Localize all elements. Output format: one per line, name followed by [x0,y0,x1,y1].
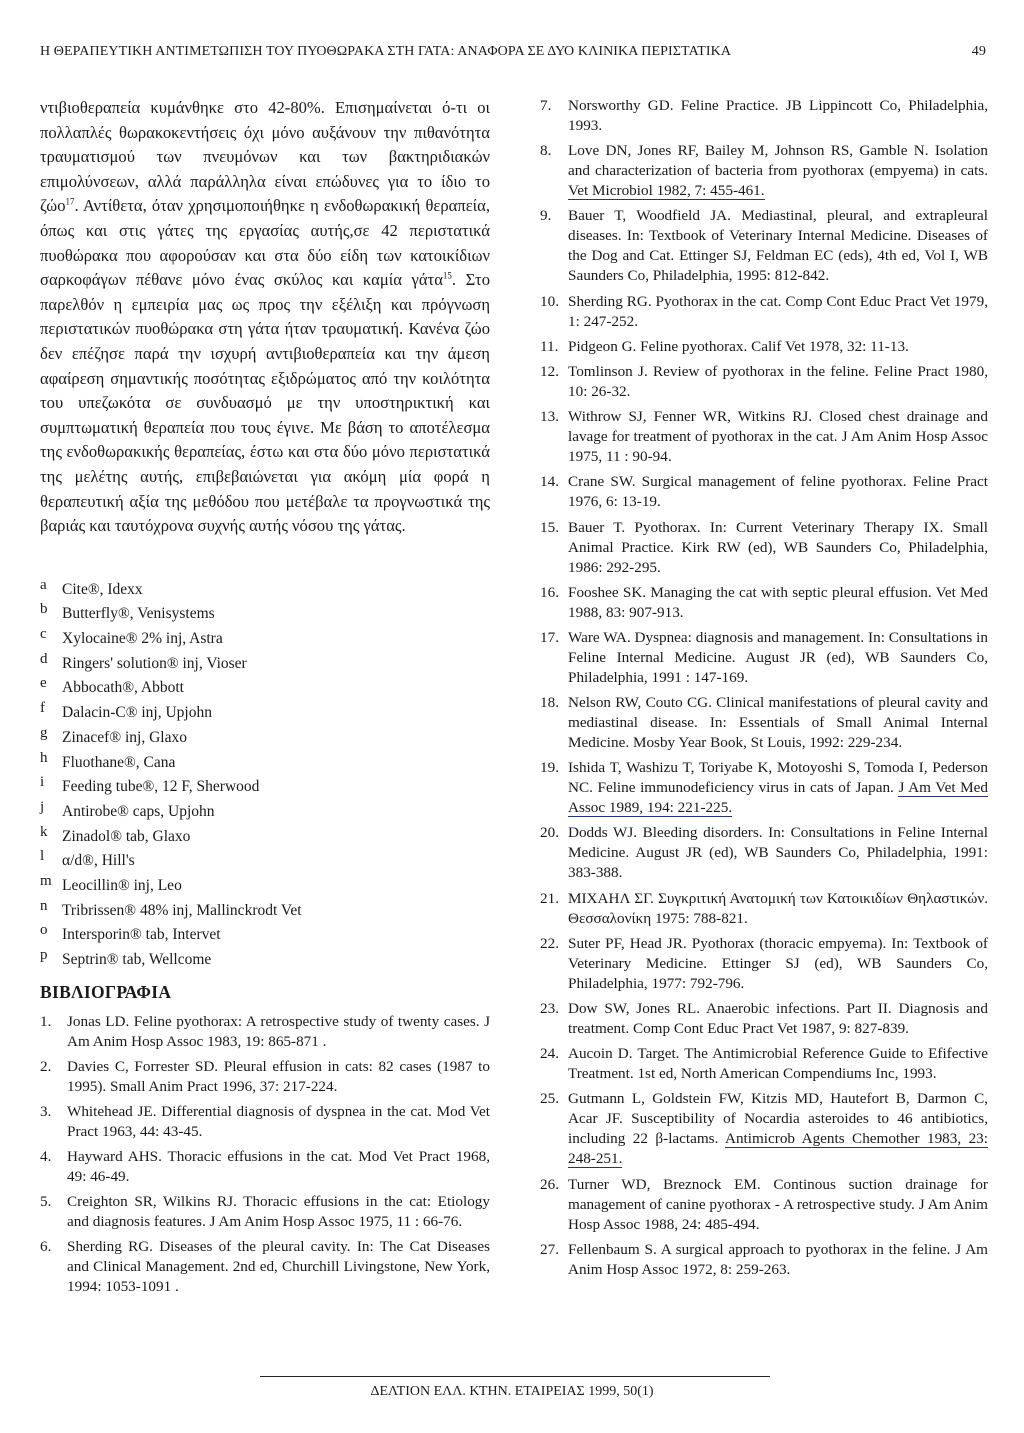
reference-text: Pidgeon G. Feline pyothorax. Calif Vet 1978, 32: 11-13. [568,337,909,355]
footnote-letter: d [40,650,48,667]
running-header [40,44,986,60]
footnote-item [40,696,490,721]
footnote-text: Abbocath®, Abbott [62,679,184,697]
reference-item [540,583,988,623]
reference-number: 25. [540,1090,559,1108]
reference-number: 22. [540,934,559,952]
footnote-letter: j [40,798,45,815]
reference-item [40,1102,490,1142]
reference-item [540,889,988,929]
reference-item [40,1237,490,1297]
footnote-letter: o [40,922,48,939]
reference-journal-link[interactable]: Vet Microbiol 1982, 7: 455-461. [568,182,765,200]
reference-number: 19. [540,759,559,777]
reference-item [540,693,988,753]
footnote-letter: l [40,848,45,865]
footnote-item [40,894,490,919]
body-text-part-3: . Στο παρελθόν η εμπειρία μας ως προς την εξέλιξη και πρόγνωση περιστατικών πυοθώρακα στη γάτα ήταν τραυματική. Κανένα ζώο δεν επέζησε παρά την ισχυρή αντιβιοθεραπεία και την άμεση αφαίρεση σημαντικής ποσότητας εξιδρώματος από την κοιλότητα του υπεζωκότα σε συνδυασμό με την υποστηρικτική και συμπτωματική θεραπεία που τους έγινε. Με βάση το αποτέλεσμα της ενδοθωρακικής θεραπείας, έστω και στα δύο μόνο περιστατικά της μελέτης αυτής, επιβεβαιώνεται για ακόμη μία φορά η θεραπευτική αξία της μεθόδου που μετέβαλε τα προγνωστικά της βαριάς και ταυτόχρονα συχνής αυτής νόσου της γάτας. [40,270,490,536]
reference-text: Whitehead JE. Differential diagnosis of dyspnea in the cat. Mod Vet Pract 1963, 44: 43-45. [67,1102,490,1140]
footnote-item [40,721,490,746]
reference-number: 23. [540,1000,559,1017]
reference-text: Ware WA. Dyspnea: diagnosis and management. In: Consultations in Feline Internal Medicine. August JR (ed), WB Saunders Co, Philadelphia, 1991 : 147-169. [568,628,988,686]
reference-number: 12. [540,362,559,380]
reference-text: Fooshee SK. Managing the cat with septic pleural effusion. Vet Med 1988, 83: 907-913. [568,583,988,621]
reference-item [40,1012,490,1052]
reference-text: Suter PF, Head JR. Pyothorax (thoracic empyema). In: Textbook of Veterinary Medicine. Ettinger SJ (ed), WB Saunders Co, Philadelphia, 1977: 792-796. [568,934,988,992]
body-text-part-1: ντιβιοθεραπεία κυμάνθηκε στο 42-80%. Επισημαίνεται ό-τι οι πολλαπλές θωρακοκεντήσεις όχι μόνο αυξάνουν την πιθανότητα τραυματισμού των πνευμόνων και των βακτηριδιακών επιμολύνσεων, αλλά παράλληλα είναι επώδυνες για το ίδιο το ζώο [40,98,490,216]
reference-text: Creighton SR, Wilkins RJ. Thoracic effusions in the cat: Etiology and diagnosis features. J Am Anim Hosp Assoc 1975, 11 : 66-76. [67,1192,490,1230]
reference-text: Nelson RW, Couto CG. Clinical manifestations of pleural cavity and mediastinal disease. In: Essentials of Small Animal Internal Medicine. Mosby Year Book, St Louis, 1992: 229-234. [568,694,988,752]
reference-text: Dodds WJ. Bleeding disorders. In: Consultations in Feline Internal Medicine. August JR (ed), WB Saunders Co, Philadelphia, 1991: 383-388. [568,824,988,882]
footnote-item [40,943,490,968]
reference-item [540,1044,988,1084]
journal-footer: ΔΕΛΤΙΟΝ ΕΛΛ. ΚΤΗΝ. ΕΤΑΙΡΕΙΑΣ 1999, 50(1) [370,1384,654,1399]
reference-item [540,407,988,467]
reference-text: Jonas LD. Feline pyothorax: A retrospective study of twenty cases. J Am Anim Hosp Assoc 1983, 19: 865-871 . [67,1012,490,1050]
footnote-letter: c [40,626,47,643]
footnote-text: Xylocaine® 2% inj, Astra [62,630,223,648]
footnote-text: Dalacin-C® inj, Upjohn [62,704,212,722]
reference-text: Fellenbaum S. A surgical approach to pyothorax in the feline. J Am Anim Hosp Assoc 1972, 8: 259-263. [568,1240,988,1278]
reference-number: 1. [40,1012,52,1030]
footnote-item [40,820,490,845]
footnote-letter: n [40,897,48,914]
footnote-item [40,647,490,672]
reference-number: 9. [540,207,552,225]
footnote-text: Intersporin® tab, Intervet [62,926,221,944]
reference-item [540,472,988,512]
reference-number: 4. [40,1147,52,1165]
reference-list-right [540,96,988,1280]
footnote-text: Tribrissen® 48% inj, Mallinckrodt Vet [62,901,302,919]
reference-item [40,1147,490,1187]
footnote-text: α/d®, Hill's [62,852,135,870]
footer-divider [260,1376,770,1377]
reference-number: 6. [40,1237,52,1255]
reference-number: 16. [540,583,559,601]
footnote-item [40,770,490,795]
reference-number: 7. [540,97,552,114]
footnote-item [40,869,490,894]
right-column [540,96,988,1285]
footnote-letter: b [40,601,48,618]
reference-number: 15. [540,518,559,536]
reference-item [540,823,988,883]
reference-text: Withrow SJ, Fenner WR, Witkins RJ. Closed chest drainage and lavage for treatment of pyothorax in the cat. J Am Anim Hosp Assoc 1975, 11 : 90-94. [568,408,988,466]
reference-item [540,1089,988,1169]
footnote-text: Septrin® tab, Wellcome [62,951,212,968]
reference-number: 24. [540,1045,559,1063]
footnote-letter: i [40,774,45,791]
footnote-item [40,844,490,869]
reference-item [540,96,988,136]
footnote-item [40,918,490,943]
reference-text: Turner WD, Breznock EM. Continous suction drainage for management of canine pyothorax - A retrospective study. J Am Anim Hosp Assoc 1988, 24: 485-494. [568,1175,988,1233]
reference-text: Gutmann L, Goldstein FW, Kitzis MD, Hautefort B, Darmon C, Acar JF. Susceptibility of Nocardia asteroides to 46 antibiotics, including 22 β-lactams. [568,1090,988,1148]
reference-number: 17. [540,628,559,646]
footnote-letter: g [40,724,48,741]
reference-text: Bauer T, Woodfield JA. Mediastinal, pleural, and extrapleural diseases. In: Textbook of Veterinary Internal Medicine. Diseases of the Dog and Cat. Ettinger SJ, Feldman EC (eds), 4th ed, Vol I, WB Saunders Co, Philadelphia, 1995: 812-842. [568,207,988,285]
footnote-text: Leocillin® inj, Leo [62,876,182,894]
footnote-text: Zinacef® inj, Glaxo [62,728,187,746]
reference-item [540,1240,988,1280]
reference-text: Bauer T. Pyothorax. In: Current Veterinary Therapy IX. Small Animal Practice. Kirk RW (ed), WB Saunders Co, Philadelphia, 1986: 292-295. [568,518,988,576]
citation-superscript-15: 15 [442,270,452,281]
reference-text: Aucoin D. Target. The Antimicrobial Reference Guide to Efifective Treatment. 1st ed, North American Compendiums Inc, 1993. [568,1045,988,1083]
bibliography-heading: ΒΙΒΛΙΟΓΡΑΦΙΑ [40,981,172,1002]
reference-number: 18. [540,694,559,712]
reference-number: 14. [540,473,559,491]
citation-superscript-17: 17 [65,196,75,207]
reference-text: ΜΙΧΑΗΛ ΣΓ. Συγκριτική Ανατομική των Κατοικιδίων Θηλαστικών. Θεσσαλονίκη 1975: 788-821. [568,889,988,927]
reference-text: Sherding RG. Diseases of the pleural cavity. In: The Cat Diseases and Clinical Management. 2nd ed, Churchill Livingstone, New York, 1994: 1053-1091 . [67,1237,490,1295]
reference-number: 20. [540,824,559,842]
page-number: 49 [971,44,986,59]
reference-text: Sherding RG. Pyothorax in the cat. Comp Cont Educ Pract Vet 1979, 1: 247-252. [568,292,988,330]
reference-number: 21. [540,889,559,907]
reference-item [540,206,988,286]
left-column [40,96,490,1302]
reference-number: 13. [540,408,559,426]
footnote-item [40,671,490,696]
reference-number: 26. [540,1175,559,1193]
reference-list-left [40,1012,490,1297]
footnote-item [40,597,490,622]
footnote-letter: k [40,823,48,840]
reference-text: Norsworthy GD. Feline Practice. JB Lippincott Co, Philadelphia, 1993. [568,97,988,134]
footnote-text: Zinadol® tab, Glaxo [62,827,191,845]
reference-item [540,141,988,201]
reference-text: Ishida T, Washizu T, Toriyabe K, Motoyoshi S, Tomoda I, Pederson NC. Feline immunodeficiency virus in cats of Japan. [568,759,988,797]
footnote-letter: m [40,872,52,889]
footnote-text: Ringers' solution® inj, Vioser [62,654,247,672]
reference-number: 8. [540,142,552,160]
footnote-letter: p [40,947,48,963]
reference-item [540,518,988,578]
footnote-text: Antirobe® caps, Upjohn [62,802,215,820]
running-title: Η ΘΕΡΑΠΕΥΤΙΚΗ ΑΝΤΙΜΕΤΩΠΙΣΗ ΤΟΥ ΠΥΟΘΩΡΑΚΑ ΣΤΗ ΓΑΤΑ: ΑΝΑΦΟΡΑ ΣΕ ΔΥΟ ΚΛΙΝΙΚΑ ΠΕΡΙΣΤΑΤΙΚΑ [40,44,732,59]
reference-number: 10. [540,292,559,310]
footnote-text: Fluothane®, Cana [62,753,176,771]
footnote-letter: f [40,700,45,717]
reference-number: 3. [40,1102,52,1120]
reference-item [540,758,988,818]
footnotes-list [40,573,490,968]
reference-number: 5. [40,1192,52,1210]
footnote-item [40,573,490,598]
reference-text: Davies C, Forrester SD. Pleural effusion in cats: 82 cases (1987 to 1995). Small Anim Pract 1996, 37: 217-224. [67,1057,490,1095]
reference-journal-link[interactable]: Antimicrob Agents Chemother 1983, 23: 248-251. [568,1130,988,1168]
footnote-item [40,795,490,820]
reference-item [540,934,988,994]
reference-text: Love DN, Jones RF, Bailey M, Johnson RS, Gamble N. Isolation and characterization of bacteria from pyothorax (empyema) in cats. [568,142,988,180]
reference-text: Dow SW, Jones RL. Anaerobic infections. Part II. Diagnosis and treatment. Comp Cont Educ Pract Vet 1987, 9: 827-839. [568,1000,988,1037]
reference-item [540,292,988,332]
reference-number: 11. [540,337,559,355]
footnote-text: Feeding tube®, 12 F, Sherwood [62,778,260,796]
reference-item [540,1175,988,1235]
reference-item [40,1057,490,1097]
body-text-part-2: . Αντίθετα, όταν χρησιμοποιήθηκε η ενδοθωρακική θεραπεία, όπως και στις γάτες της εργασίας αυτής,σε 42 περιστατικά πυοθώρακα που αφορούσαν και στα δύο είδη των κατοικίδιων σαρκοφάγων πέθανε μόνο ένας σκύλος και καμία γάτα [40,196,490,290]
footnote-text: Cite®, Idexx [62,580,143,598]
body-paragraph [40,96,490,539]
reference-item [540,337,988,357]
footnote-item [40,746,490,771]
reference-item [540,362,988,402]
footnote-letter: a [40,576,47,593]
footnote-letter: e [40,675,47,692]
reference-item [540,999,988,1039]
reference-item [40,1192,490,1232]
footnote-item [40,622,490,647]
reference-item [540,628,988,688]
footnote-letter: h [40,749,48,766]
reference-journal-link[interactable]: J Am Vet Med Assoc 1989, 194: 221-225. [568,779,988,817]
reference-text: Hayward AHS. Thoracic effusions in the cat. Mod Vet Pract 1968, 49: 46-49. [67,1147,490,1185]
footnote-text: Butterfly®, Venisystems [62,605,215,623]
reference-number: 27. [540,1240,559,1258]
reference-text: Tomlinson J. Review of pyothorax in the feline. Feline Pract 1980, 10: 26-32. [568,362,988,400]
reference-number: 2. [40,1057,52,1075]
reference-text: Crane SW. Surgical management of feline pyothorax. Feline Pract 1976, 6: 13-19. [568,473,988,511]
